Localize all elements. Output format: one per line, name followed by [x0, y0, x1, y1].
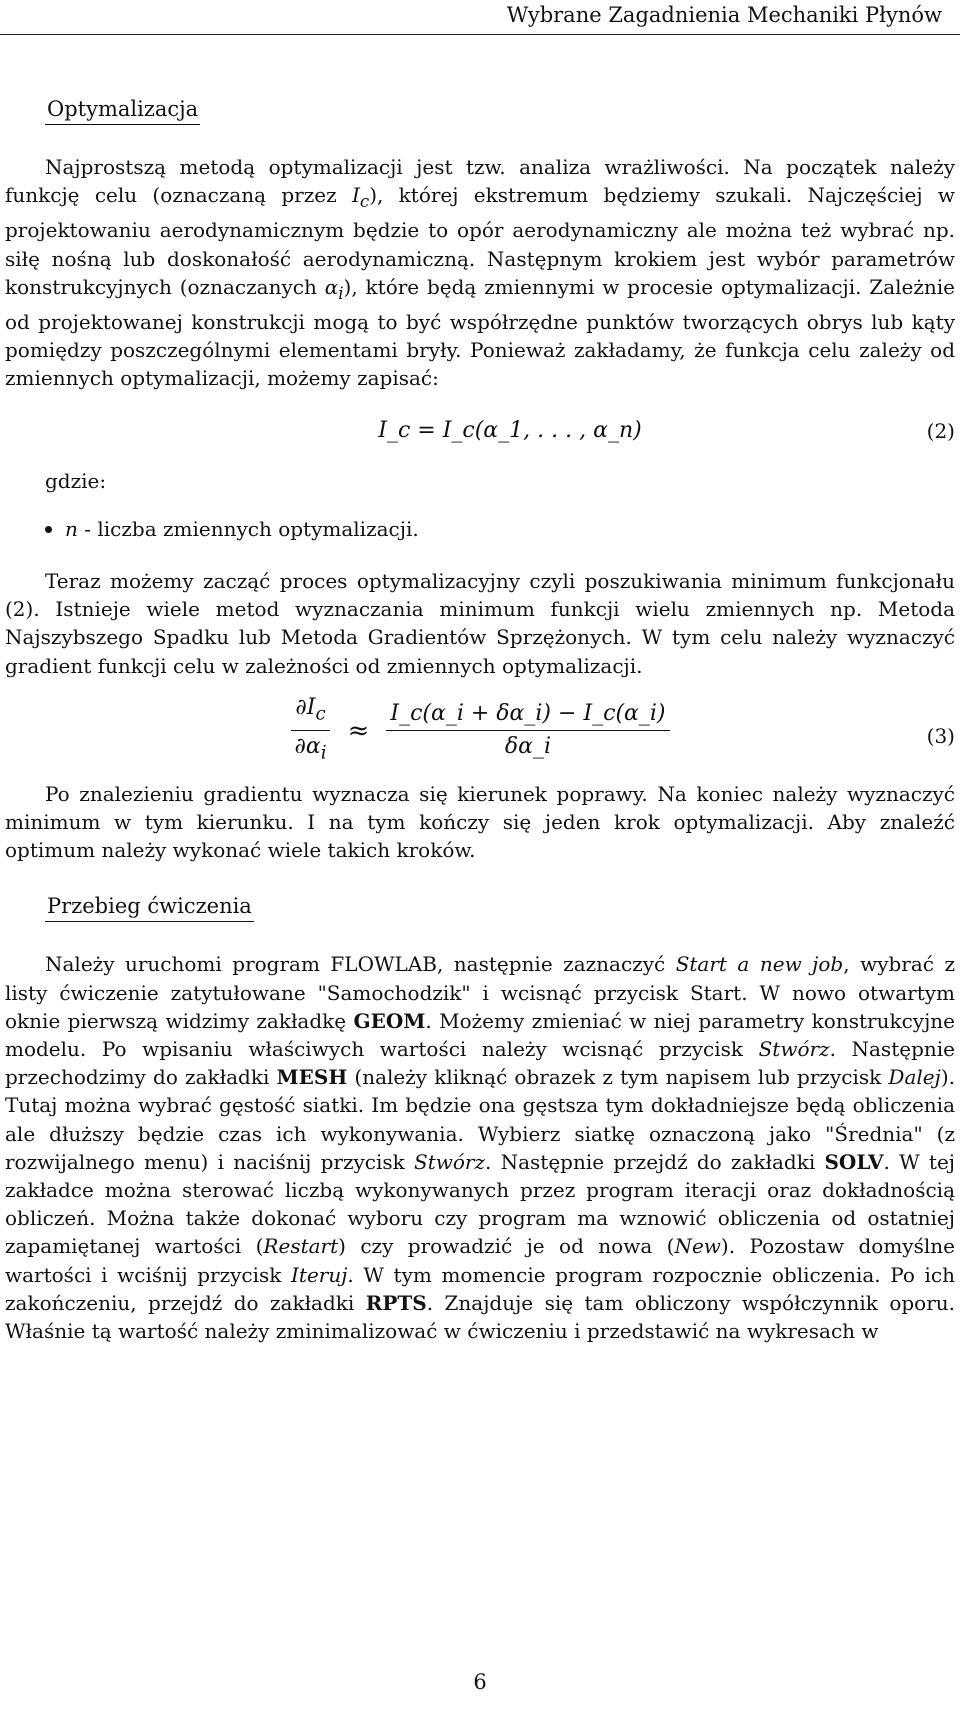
paragraph-intro: [5, 153, 955, 393]
math-symbol: [324, 274, 344, 303]
paragraph-text: . W tej zakładce można sterować liczbą wykonywanych przez program iteracji oraz dokładnością obliczeń. Można także dokonać wyboru czy program ma wznowić obliczenia od ostatniej zapamiętanej wartości (: [5, 1149, 956, 1259]
paragraph-text: . Następnie przechodzimy do zakładki: [5, 1037, 955, 1090]
paragraph-text: . Możemy zmieniać w niej parametry konstrukcyjne modelu. Po wpisaniu właściwych wartości należy wcisnąć przycisk: [5, 1008, 955, 1062]
math-subscript: c: [359, 192, 370, 212]
paragraph-text: Najprostszą metodą optymalizacji jest tzw. analiza wrażliwości. Na początek należy funkcję celu (oznaczaną przez: [5, 155, 955, 208]
fraction-denominator: δα_i: [504, 734, 552, 760]
paragraph-text: . Następnie przejdź do zakładki: [485, 1149, 825, 1174]
equation-3-rhs: [386, 700, 669, 761]
equation-3: [5, 694, 955, 780]
emphasis-text: Restart: [263, 1234, 339, 1259]
paragraph-text: ), które będą zmiennymi w procesie optymalizacji. Zależnie od projektowanej konstrukcji mogą to być współrzędne punktów tworzących obrys lub kąty pomiędzy poszczególnymi elementami bryły. Ponieważ zakładamy, że funkcja celu zależy od zmiennych optymalizacji, możemy zapisać:: [5, 274, 955, 391]
fraction-numerator: I_c(α_i + δα_i) − I_c(α_i): [386, 700, 669, 731]
paragraph-text: ), której ekstremum będziemy szukali. Najczęściej w projektowaniu aerodynamicznym będzie to opór aerodynamiczny ale można też wybrać np. siłę nośną lub doskonałość aerodynamiczną. Następnym krokiem jest wybór parametrów konstrukcyjnych (oznaczanych: [5, 183, 955, 299]
variables-list: [5, 515, 955, 543]
bold-tab-name: MESH: [276, 1065, 348, 1090]
emphasis-text: Stwórz: [758, 1037, 830, 1062]
bold-tab-name: GEOM: [353, 1008, 426, 1033]
math-var: n: [65, 516, 78, 541]
list-item-text: - liczba zmiennych optymalizacji.: [77, 516, 419, 541]
paragraph-text: Należy uruchomi program FLOWLAB, następnie zaznaczyć: [45, 952, 676, 977]
running-title: Wybrane Zagadnienia Mechaniki Płynów: [506, 3, 942, 27]
emphasis-text: Stwórz: [414, 1149, 486, 1174]
paragraph-text: . W tym momencie program rozpocznie obliczenia. Po ich zakończeniu, przejdź do zakładki: [5, 1262, 956, 1315]
fraction-denominator: [290, 731, 330, 768]
paragraph-optimization-process: Teraz możemy zacząć proces optymalizacyjny czyli poszukiwania minimum funkcjonału (2). Istnieje wiele metod wyznaczania minimum funkcji wielu zmiennych np. Metoda Najszybszego Spadku lub Metoda Gradientów Sprzężonych. W tym celu należy wyznaczyć gradient funkcji celu w zależności od zmiennych optymalizacji.: [5, 569, 955, 678]
section-title-optymalizacja: Optymalizacja: [45, 95, 200, 125]
paragraph-procedure: [5, 950, 955, 1345]
math-var: ∂I: [295, 694, 316, 720]
emphasis-text: Iteruj: [291, 1262, 348, 1287]
math-subscript: i: [338, 283, 344, 303]
paragraph-text: , wybrać z listy ćwiczenie zatytułowane "Samochodzik" i wcisnąć przycisk Start. W nowo otwartym oknie pierwszą widzimy zakładkę: [5, 952, 956, 1033]
where-label: gdzie:: [45, 468, 107, 493]
bold-tab-name: SOLV: [824, 1149, 884, 1174]
paragraph-text: ) czy prowadzić je od nowa (: [338, 1234, 675, 1259]
equation-2-number: (2): [926, 418, 955, 443]
paragraph-text: (należy kliknąć obrazek z tym napisem lub przycisk: [347, 1065, 889, 1090]
list-item: [5, 515, 955, 543]
emphasis-text: New: [674, 1234, 721, 1259]
emphasis-text: Dalej: [888, 1065, 941, 1090]
equation-3-lhs: [290, 694, 330, 768]
equation-2: [5, 417, 955, 477]
paragraph-text: . Znajduje się tam obliczony współczynnik oporu. Właśnie tą wartość należy zminimalizować w ćwiczeniu i przedstawić na wykresach w: [5, 1290, 955, 1344]
equation-2-body: I_c = I_c(α_1, . . . , α_n): [378, 417, 642, 443]
page-content: [5, 95, 955, 1345]
section-title-przebieg: Przebieg ćwiczenia: [45, 892, 254, 922]
math-symbol: [351, 183, 370, 212]
math-var: I: [351, 183, 360, 208]
paragraph-gradient: Po znalezieniu gradientu wyznacza się kierunek poprawy. Na koniec należy wyznaczyć minimum w tym kierunku. I na tym kończy się jeden krok optymalizacji. Aby znaleźć optimum należy wykonać wiele takich kroków.: [5, 781, 955, 863]
paragraph-text: ). Pozostaw domyślne wartości i wciśnij przycisk: [5, 1234, 955, 1287]
math-var: α: [324, 274, 339, 299]
running-header: [0, 0, 960, 35]
page-number: 6: [473, 1670, 487, 1694]
equation-3-body: [5, 694, 955, 768]
emphasis-text: Start a new job: [675, 952, 844, 977]
math-var: ∂α: [294, 734, 321, 760]
bullet-dot-icon: [45, 526, 52, 533]
paragraph-text: ). Tutaj można wybrać gęstość siatki. Im będzie ona gęstsza tym dokładniejsze będą obliczenia ale dłuższy będzie czas ich wykonywania. Wybierz siatkę oznaczoną jako "Średnia" (z rozwijalnego menu) i naciśnij przycisk: [5, 1065, 955, 1174]
fraction-numerator: [291, 694, 329, 732]
equation-3-number: (3): [926, 723, 955, 748]
bold-tab-name: RPTS: [365, 1290, 427, 1315]
math-subscript: i: [320, 742, 327, 764]
approx-symbol: ≈: [347, 715, 370, 746]
math-subscript: c: [315, 703, 326, 725]
